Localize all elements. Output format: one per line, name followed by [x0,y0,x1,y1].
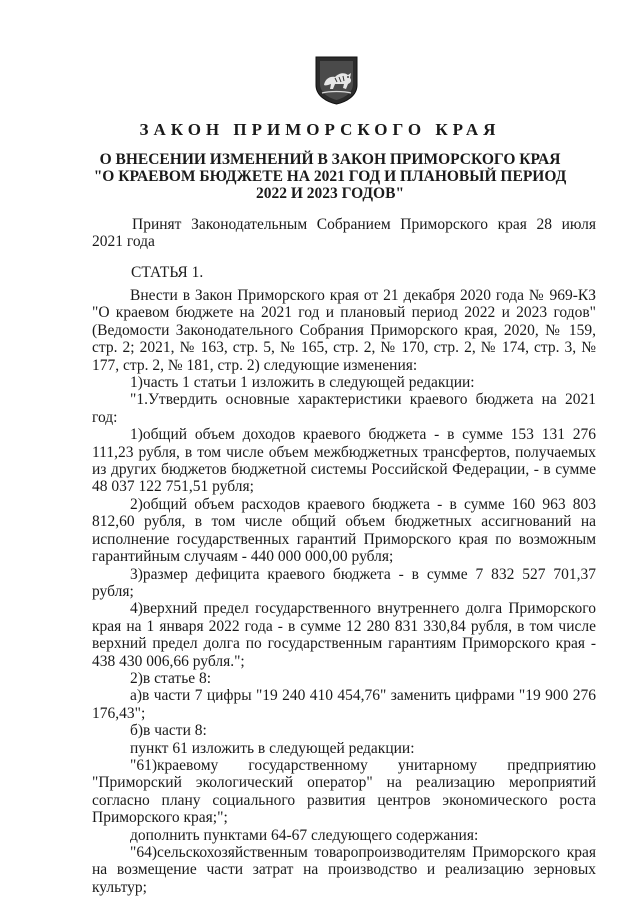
heading-line: 2022 И 2023 ГОДОВ" [255,185,405,202]
paragraph: 1)общий объем доходов краевого бюджета - в сумме 153 131 276 111,23 рубля, в том числе объем межбюджетных трансфертов, получаемых из других бюджетов бюджетной системы Российской Федерации, - в сумме 48 037 122 751,51 рубля; [92,426,596,496]
article-body [92,287,596,896]
coat-of-arms-icon [313,55,360,105]
paragraph: 1)часть 1 статьи 1 изложить в следующей редакции: [130,374,475,392]
adoption-statement [92,216,596,251]
paragraph: "61)краевому государственному унитарному предприятию "Приморский экологический оператор" на реализацию мероприятий согласно плану социального развития центров экономического роста Приморского края;"; [92,756,596,827]
heading-line: "О КРАЕВОМ БЮДЖЕТЕ НА 2021 ГОД И ПЛАНОВЫЙ ПЕРИОД [93,168,567,185]
paragraph: 4)верхний предел государственного внутреннего долга Приморского края на 1 января 2022 года - в сумме 12 280 831 330,84 рубля, в том числе верхний предел долга по государственным гарантиям Приморского края - 438 430 006,66 рубля."; [92,600,596,670]
paragraph: 2)в статье 8: [130,669,212,687]
article-label: СТАТЬЯ 1. [131,264,204,281]
adoption-line: Принят Законодательным Собранием Приморского края 28 июля [132,216,596,233]
paragraph: "1.Утвердить основные характеристики краевого бюджета на 2021 год: [92,391,596,426]
paragraph: 2)общий объем расходов краевого бюджета - в сумме 160 963 803 812,60 рубля, в том числе общий объем бюджетных ассигнований на исполнение государственных гарантий Приморского края по возможным гарантийным случаям - 440 000 000,00 рубля; [92,495,596,566]
paragraph: "64)сельскохозяйственным товаропроизводителям Приморского края на возмещение части затрат на производство и реализацию зерновых культур; [92,844,596,896]
paragraph: дополнить пунктами 64-67 следующего содержания: [130,826,479,844]
paragraph: а)в части 7 цифры "19 240 410 454,76" заменить цифрами "19 900 276 176,43"; [92,687,596,722]
law-title: ЗАКОН ПРИМОРСКОГО КРАЯ [139,120,501,139]
adoption-date: 2021 года [92,233,155,251]
paragraph: Внести в Закон Приморского края от 21 декабря 2020 года № 969-КЗ "О краевом бюджете на 2021 год и плановый период 2022 и 2023 годов" (Ведомости Законодательного Собрания Приморского края, 2020, № 159, стр. 2; 2021, № 163, стр. 5, № 165, стр. 2, № 170, стр. 2, № 174, стр. 3, № 177, стр. 2, № 181, стр. 2) следующие изменения: [92,287,596,374]
heading-line: О ВНЕСЕНИИ ИЗМЕНЕНИЙ В ЗАКОН ПРИМОРСКОГО КРАЯ [99,151,561,168]
law-heading [80,151,580,202]
paragraph: 3)размер дефицита краевого бюджета - в сумме 7 832 527 701,37 рубля; [92,565,596,600]
paragraph: пункт 61 изложить в следующей редакции: [130,739,415,757]
paragraph: б)в части 8: [130,722,207,740]
